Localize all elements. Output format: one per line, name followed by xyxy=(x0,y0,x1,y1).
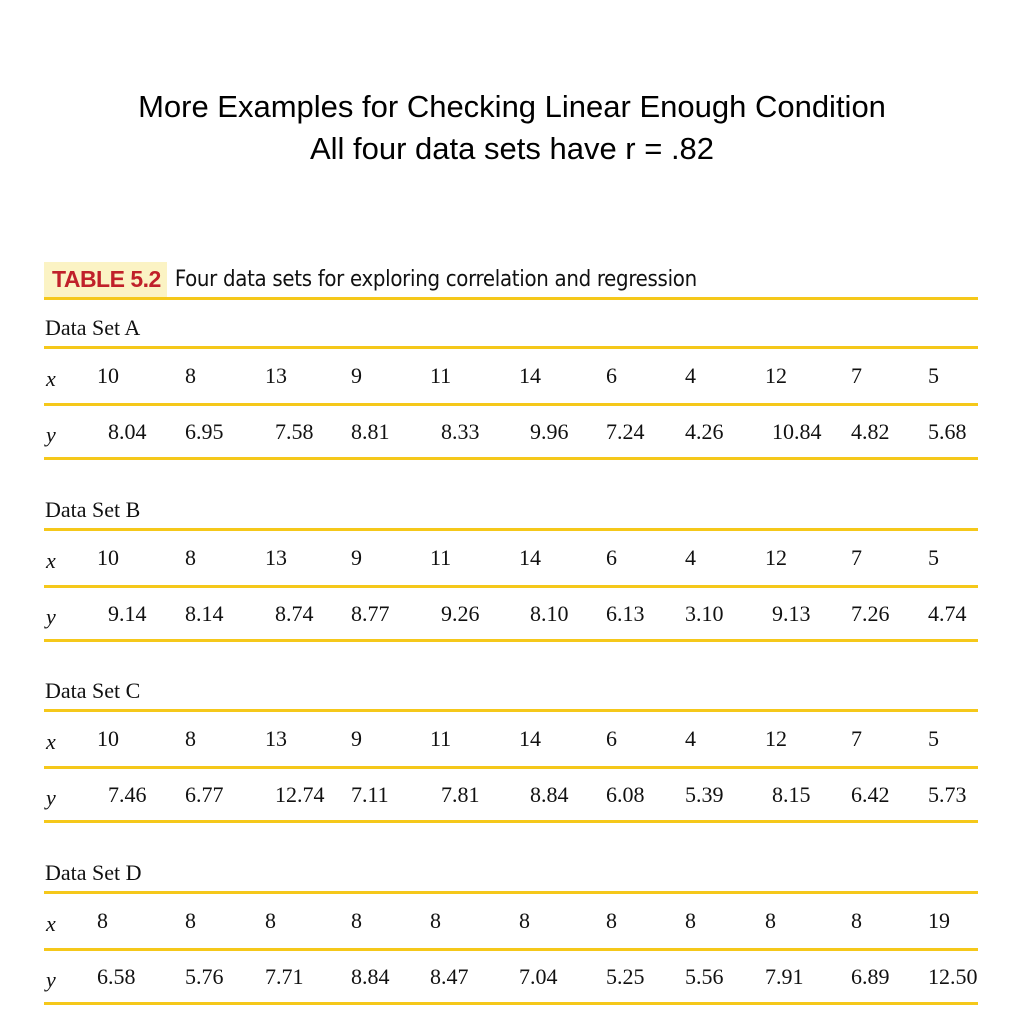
caption-rule xyxy=(44,297,978,300)
y-value-cell: 4.26 xyxy=(685,419,724,444)
y-value-cell: 6.89 xyxy=(851,964,890,989)
x-value-cell: 8 xyxy=(351,908,362,933)
y-value-cell: 9.26 xyxy=(441,601,480,626)
x-value-cell: 10 xyxy=(97,545,119,570)
set-rule-middle xyxy=(44,403,978,406)
y-value-cell: 8.84 xyxy=(351,964,390,989)
x-value-cell: 8 xyxy=(185,363,196,388)
y-value-cell: 5.25 xyxy=(606,964,645,989)
y-row-label: y xyxy=(46,967,56,992)
set-rule-bottom xyxy=(44,639,978,642)
x-value-cell: 11 xyxy=(430,363,452,388)
x-value-cell: 12 xyxy=(765,363,787,388)
y-value-cell: 8.33 xyxy=(441,419,480,444)
x-value-cell: 4 xyxy=(685,726,696,751)
x-value-cell: 8 xyxy=(185,726,196,751)
y-value-cell: 6.95 xyxy=(185,419,224,444)
y-value-cell: 8.81 xyxy=(351,419,390,444)
y-value-cell: 9.13 xyxy=(772,601,811,626)
table-caption-text: Four data sets for exploring correlation and regression xyxy=(174,266,697,292)
y-value-cell: 7.24 xyxy=(606,419,645,444)
x-value-cell: 11 xyxy=(430,726,452,751)
set-rule-top xyxy=(44,891,978,894)
x-value-cell: 12 xyxy=(765,545,787,570)
y-value-cell: 7.58 xyxy=(275,419,314,444)
x-value-cell: 9 xyxy=(351,545,362,570)
y-value-cell: 9.14 xyxy=(108,601,147,626)
x-value-cell: 13 xyxy=(265,545,287,570)
x-value-cell: 5 xyxy=(928,363,939,388)
y-value-cell: 8.84 xyxy=(530,782,569,807)
x-value-cell: 5 xyxy=(928,726,939,751)
x-value-cell: 8 xyxy=(430,908,441,933)
y-value-cell: 6.42 xyxy=(851,782,890,807)
y-value-cell: 7.04 xyxy=(519,964,558,989)
y-value-cell: 8.47 xyxy=(430,964,469,989)
y-value-cell: 8.15 xyxy=(772,782,811,807)
y-value-cell: 12.74 xyxy=(275,782,325,807)
x-value-cell: 14 xyxy=(519,726,541,751)
slide-title-line-2: All four data sets have r = .82 xyxy=(309,131,715,166)
y-value-cell: 6.08 xyxy=(606,782,645,807)
x-value-cell: 8 xyxy=(185,545,196,570)
x-value-cell: 4 xyxy=(685,363,696,388)
y-value-cell: 9.96 xyxy=(530,419,569,444)
slide-title-line-1: More Examples for Checking Linear Enough Condition xyxy=(138,89,886,124)
x-row-label: x xyxy=(46,729,56,754)
x-value-cell: 13 xyxy=(265,726,287,751)
y-value-cell: 8.74 xyxy=(275,601,314,626)
y-value-cell: 5.56 xyxy=(685,964,724,989)
x-value-cell: 8 xyxy=(606,908,617,933)
x-value-cell: 11 xyxy=(430,545,452,570)
x-value-cell: 13 xyxy=(265,363,287,388)
y-value-cell: 10.84 xyxy=(772,419,822,444)
slide-title xyxy=(0,86,1024,170)
x-value-cell: 10 xyxy=(97,726,119,751)
x-value-cell: 4 xyxy=(685,545,696,570)
y-value-cell: 5.73 xyxy=(928,782,967,807)
x-value-cell: 7 xyxy=(851,726,862,751)
data-set-heading: Data Set B xyxy=(45,497,141,522)
y-value-cell: 7.71 xyxy=(265,964,304,989)
x-value-cell: 19 xyxy=(928,908,950,933)
y-row-label: y xyxy=(46,604,56,629)
data-set-heading: Data Set C xyxy=(45,678,141,703)
x-row-label: x xyxy=(46,911,56,936)
data-set-heading: Data Set A xyxy=(45,315,141,340)
x-value-cell: 14 xyxy=(519,363,541,388)
y-value-cell: 5.68 xyxy=(928,419,967,444)
y-value-cell: 7.81 xyxy=(441,782,480,807)
y-value-cell: 6.58 xyxy=(97,964,136,989)
set-rule-middle xyxy=(44,585,978,588)
data-set-heading: Data Set D xyxy=(45,860,142,885)
y-row-label: y xyxy=(46,422,56,447)
y-value-cell: 4.82 xyxy=(851,419,890,444)
x-value-cell: 9 xyxy=(351,363,362,388)
set-rule-bottom xyxy=(44,457,978,460)
y-value-cell: 6.13 xyxy=(606,601,645,626)
y-value-cell: 7.26 xyxy=(851,601,890,626)
y-value-cell: 5.39 xyxy=(685,782,724,807)
x-value-cell: 10 xyxy=(97,363,119,388)
x-value-cell: 7 xyxy=(851,545,862,570)
y-value-cell: 8.10 xyxy=(530,601,569,626)
x-row-label: x xyxy=(46,548,56,573)
y-value-cell: 12.50 xyxy=(928,964,978,989)
x-value-cell: 8 xyxy=(765,908,776,933)
y-row-label: y xyxy=(46,785,56,810)
set-rule-bottom xyxy=(44,820,978,823)
y-value-cell: 7.91 xyxy=(765,964,804,989)
x-value-cell: 8 xyxy=(97,908,108,933)
set-rule-top xyxy=(44,346,978,349)
y-value-cell: 8.14 xyxy=(185,601,224,626)
x-value-cell: 6 xyxy=(606,726,617,751)
x-value-cell: 7 xyxy=(851,363,862,388)
table-number-label: TABLE 5.2 xyxy=(44,262,167,297)
x-value-cell: 14 xyxy=(519,545,541,570)
set-rule-bottom xyxy=(44,1002,978,1005)
set-rule-top xyxy=(44,709,978,712)
set-rule-middle xyxy=(44,766,978,769)
y-value-cell: 7.46 xyxy=(108,782,147,807)
x-value-cell: 8 xyxy=(185,908,196,933)
y-value-cell: 8.04 xyxy=(108,419,147,444)
y-value-cell: 3.10 xyxy=(685,601,724,626)
y-value-cell: 4.74 xyxy=(928,601,967,626)
set-rule-middle xyxy=(44,948,978,951)
x-value-cell: 8 xyxy=(519,908,530,933)
y-value-cell: 6.77 xyxy=(185,782,224,807)
table-caption xyxy=(44,260,697,298)
x-value-cell: 12 xyxy=(765,726,787,751)
x-value-cell: 6 xyxy=(606,545,617,570)
x-value-cell: 9 xyxy=(351,726,362,751)
x-value-cell: 6 xyxy=(606,363,617,388)
x-value-cell: 8 xyxy=(265,908,276,933)
x-value-cell: 8 xyxy=(851,908,862,933)
y-value-cell: 5.76 xyxy=(185,964,224,989)
set-rule-top xyxy=(44,528,978,531)
x-value-cell: 5 xyxy=(928,545,939,570)
y-value-cell: 7.11 xyxy=(351,782,389,807)
y-value-cell: 8.77 xyxy=(351,601,390,626)
x-value-cell: 8 xyxy=(685,908,696,933)
x-row-label: x xyxy=(46,366,56,391)
